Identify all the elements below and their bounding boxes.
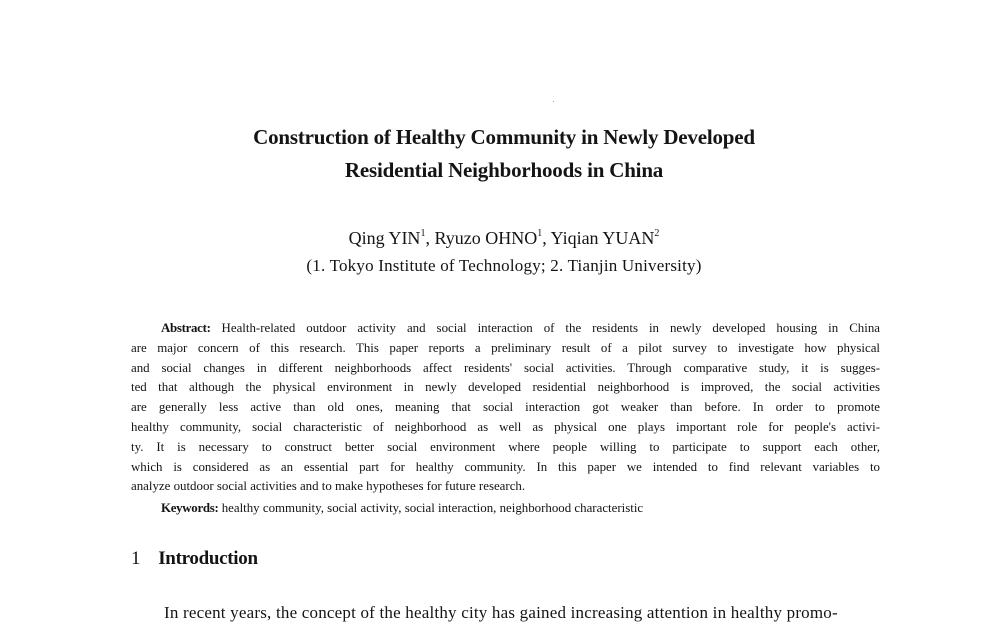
affiliations: (1. Tokyo Institute of Technology; 2. Tianjin University) xyxy=(306,256,702,275)
abstract-line: are generally less active than old ones, meaning that social interaction got weaker than before. In order to promote xyxy=(131,400,880,415)
abstract-line: ty. It is necessary to construct better social environment where people willing to participate to support each other, xyxy=(131,439,880,454)
author-separator: , xyxy=(425,228,430,248)
author-affiliation-mark: 1 xyxy=(537,228,543,239)
scan-speck xyxy=(553,101,554,102)
keywords-line xyxy=(161,501,643,516)
author-separator: , xyxy=(542,228,547,248)
abstract-line: which is considered as an essential part for healthy community. In this paper we intended to find relevant variables to xyxy=(131,459,880,474)
author-name: Yiqian YUAN xyxy=(550,228,655,248)
section-heading xyxy=(131,548,258,570)
abstract-label: Abstract: xyxy=(161,321,211,335)
section-number: 1 xyxy=(131,548,141,569)
paper-title-line-2: Residential Neighborhoods in China xyxy=(344,158,664,182)
paper-title-line-1: Construction of Healthy Community in Newly Developed xyxy=(253,125,755,149)
keywords-label: Keywords: xyxy=(161,501,219,515)
abstract-line: analyze outdoor social activities and to make hypotheses for future research. xyxy=(131,479,526,494)
abstract-line: healthy community, social characteristic of neighborhood as well as physical one plays important role for people's activi- xyxy=(131,419,880,434)
abstract-line xyxy=(131,319,880,339)
intro-paragraph-line: In recent years, the concept of the healthy city has gained increasing attention in healthy promo- xyxy=(164,603,838,622)
author-name: Qing YIN xyxy=(348,228,421,248)
cropped-next-line xyxy=(131,628,281,632)
abstract-line: and social changes in different neighborhoods affect residents' social activities. Through comparative study, it is sugges- xyxy=(131,360,880,375)
author-name: Ryuzo OHNO xyxy=(434,228,538,248)
section-title: Introduction xyxy=(158,548,258,569)
abstract-block xyxy=(131,319,880,497)
abstract-line: are major concern of this research. This paper reports a preliminary result of a pilot survey to investigate how physical xyxy=(131,340,880,355)
abstract-line: ted that although the physical environment in newly developed residential neighborhood is improved, the social activities xyxy=(131,380,880,395)
abstract-text: Health-related outdoor activity and social interaction of the residents in newly developed housing in China xyxy=(221,321,880,335)
author-affiliation-mark: 2 xyxy=(654,228,660,239)
author-list xyxy=(4,228,1000,249)
author-affiliation-mark: 1 xyxy=(420,228,426,239)
keywords-text: healthy community, social activity, social interaction, neighborhood characteristic xyxy=(221,501,644,515)
